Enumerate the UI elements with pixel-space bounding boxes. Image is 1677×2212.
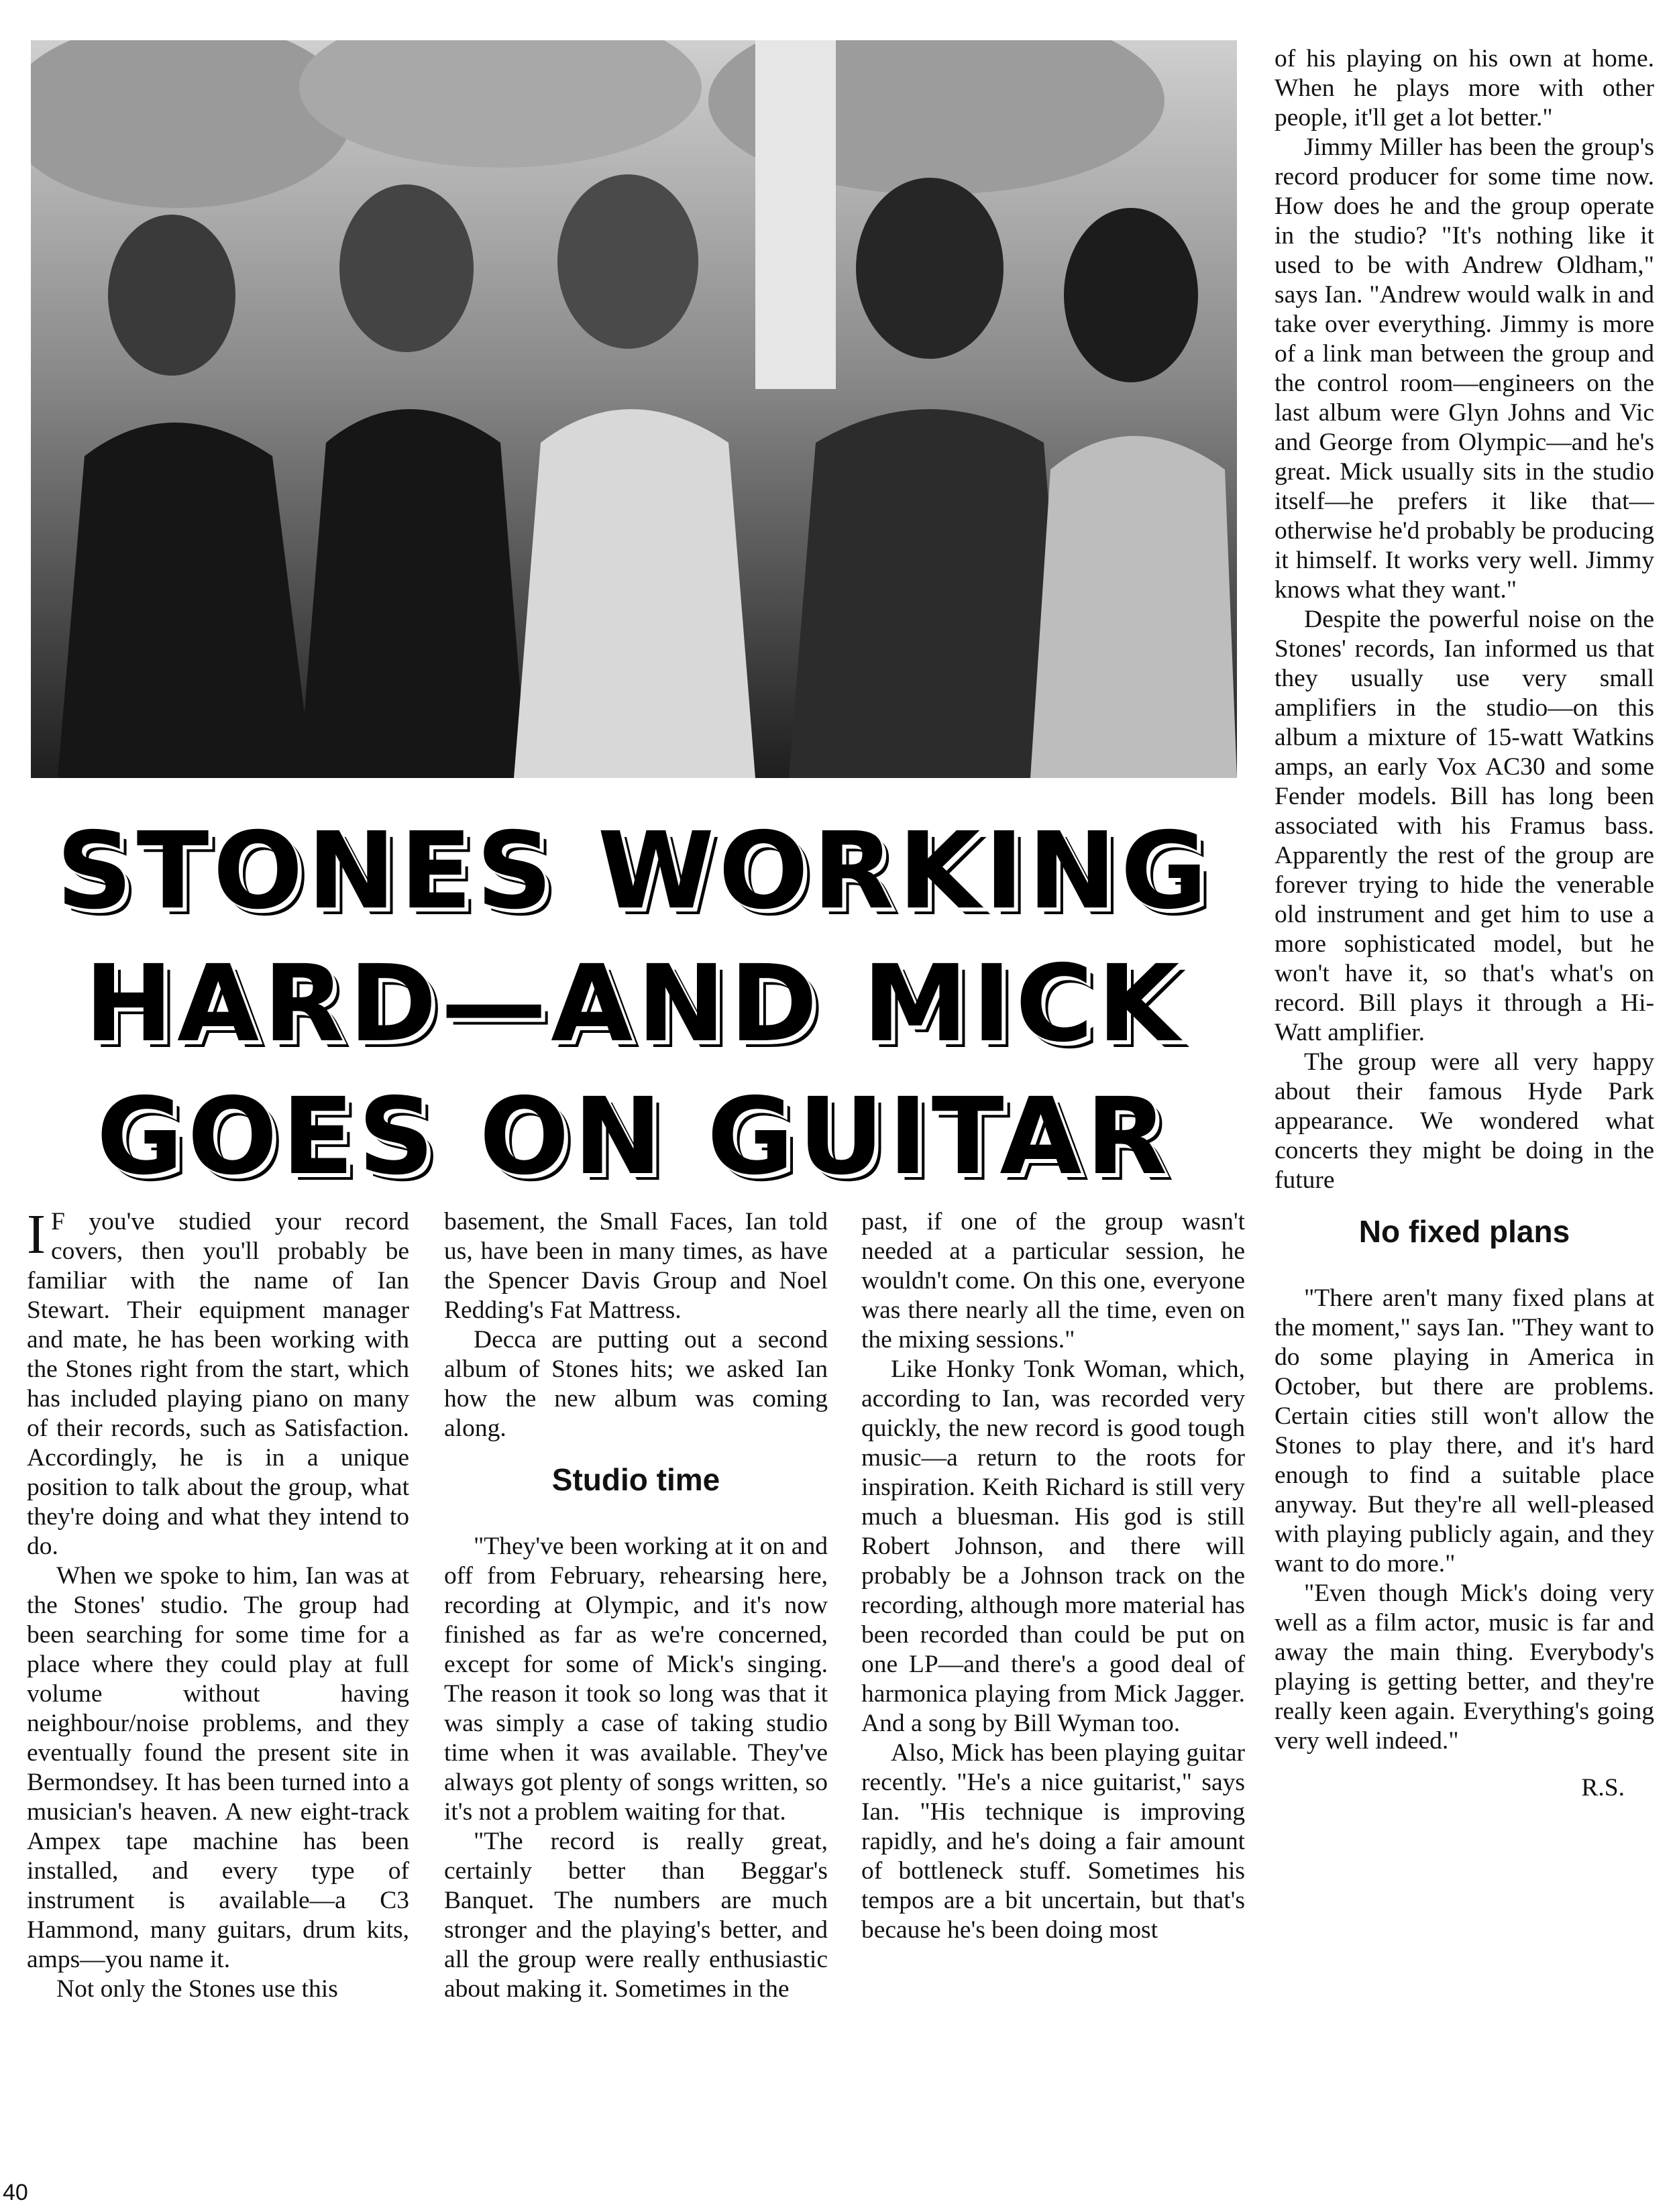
article-paragraph: Not only the Stones use this xyxy=(56,1975,338,2003)
article-paragraph: basement, the Small Faces, Ian told us, have been in many times, as have the Spencer Davis Group and Noel Redding's Fat Mattress. xyxy=(444,1208,828,1324)
article-paragraph: Also, Mick has been playing guitar recently. "He's a nice guitarist," says Ian. "His technique is improving rapidly, and he's doing a fair amount of bottleneck stuff. Sometimes his tempos are a bit uncertain, but that's because he's been doing most xyxy=(861,1739,1245,1944)
headline-line-1: STONES WORKING xyxy=(56,810,1212,933)
article-paragraph: The group were all very happy about their famous Hyde Park appearance. We wondered what concerts they might be doing in the future xyxy=(1275,1048,1654,1194)
article-column-2 xyxy=(444,1207,828,2173)
article-paragraph: I F you've studied your record covers, then you'll probably be familiar with the name of Ian Stewart. Their equipment manager and mate, he has been working with the Stones right from the start, which has included playing piano on many of their records, such as Satisfaction. Accordingly, he is in a unique position to talk about the group, what they're doing and what they intend to do. xyxy=(27,1207,409,1560)
headline xyxy=(27,805,1241,1203)
article-column-1 xyxy=(27,1207,409,2173)
band-photo-image xyxy=(31,40,1237,778)
subheading-studio-time: Studio time xyxy=(551,1462,720,1497)
article-column-4 xyxy=(1275,44,1654,2157)
article-paragraph: past, if one of the group wasn't needed at a particular session, he wouldn't come. On this one, everyone was there nearly all the time, even on the mixing sessions." xyxy=(861,1208,1245,1353)
article-paragraph: When we spoke to him, Ian was at the Stones' studio. The group had been searching for some time for a place where they could play at full volume without having neighbour/noise problems, and they eventually found the present site in Bermondsey. It has been turned into a musician's heaven. A new eight-track Ampex tape machine has been installed, and every type of instrument is available—a C3 Hammond, many guitars, drum kits, amps—you name it. xyxy=(27,1562,409,1973)
article-paragraph: of his playing on his own at home. When he plays more with other people, it'll get a lot better." xyxy=(1275,45,1654,131)
article-paragraph: "Even though Mick's doing very well as a film actor, music is far and away the main thing. Everybody's playing is getting better, and they're really keen again. Everything's going very well indeed." xyxy=(1275,1580,1654,1755)
article-paragraph: "There aren't many fixed plans at the moment," says Ian. "They want to do some playing in America in October, but there are problems. Certain cities still won't allow the Stones to play there, and it's hard enough to find a suitable place anyway. But they're all well-pleased with playing publicly again, and they want to do more." xyxy=(1275,1284,1654,1578)
article-paragraph: Like Honky Tonk Woman, which, according to Ian, was recorded very quickly, the new record is good tough music—a return to the roots for inspiration. Keith Richard is still very much a bluesman. His god is still Robert Johnson, and there will probably be a Johnson track on the recording, although more material has been recorded than could be put on one LP—and there's a good deal of harmonica playing from Mick Jagger. And a song by Bill Wyman too. xyxy=(861,1356,1245,1737)
article-paragraph: Decca are putting out a second album of Stones hits; we asked Ian how the new album was coming along. xyxy=(444,1326,828,1442)
article-column-3 xyxy=(861,1207,1245,2173)
article-paragraph: Despite the powerful noise on the Stones' records, Ian informed us that they usually use very small amplifiers in the studio—on this album a mixture of 15-watt Watkins amps, an early Vox AC30 and some Fender models. Bill has long been associated with his Framus bass. Apparently the rest of the group are forever trying to hide the venerable old instrument and get him to use a more sophisticated model, but he won't have it, so that's what's on record. Bill plays it through a Hi-Watt amplifier. xyxy=(1275,606,1654,1046)
article-paragraph: "They've been working at it on and off from February, rehearsing here, recording at Olympic, and it's now finished as far as we're concerned, except for some of Mick's singing. The reason it took so long was that it was simply a case of taking studio time when it was available. They've always got plenty of songs written, so it's not a problem waiting for that. xyxy=(444,1533,828,1826)
band-photo xyxy=(31,40,1237,778)
article-paragraph: Jimmy Miller has been the group's record producer for some time now. How does he and the group operate in the studio? "It's nothing like it used to be with Andrew Oldham," says Ian. "Andrew would walk in and take over everything. Jimmy is more of a link man between the group and the control room—engineers on the last album were Glyn Johns and Vic and George from Olympic—and he's great. Mick usually sits in the studio itself—he prefers it like that—otherwise he'd probably be producing it himself. It works very well. Jimmy knows what they want." xyxy=(1275,133,1654,604)
headline-line-2: HARD—AND MICK xyxy=(84,942,1184,1066)
page-number: 40 xyxy=(3,2180,28,2205)
subheading-no-fixed-plans: No fixed plans xyxy=(1358,1214,1570,1249)
article-paragraph: "The record is really great, certainly better than Beggar's Banquet. The numbers are much stronger and the playing's better, and all the group were really enthusiastic about making it. Sometimes in the xyxy=(444,1828,828,2003)
headline-line-3: GOES ON GUITAR xyxy=(96,1075,1172,1199)
author-signature: R.S. xyxy=(1581,1774,1625,1802)
drop-cap: I xyxy=(27,1207,46,1266)
